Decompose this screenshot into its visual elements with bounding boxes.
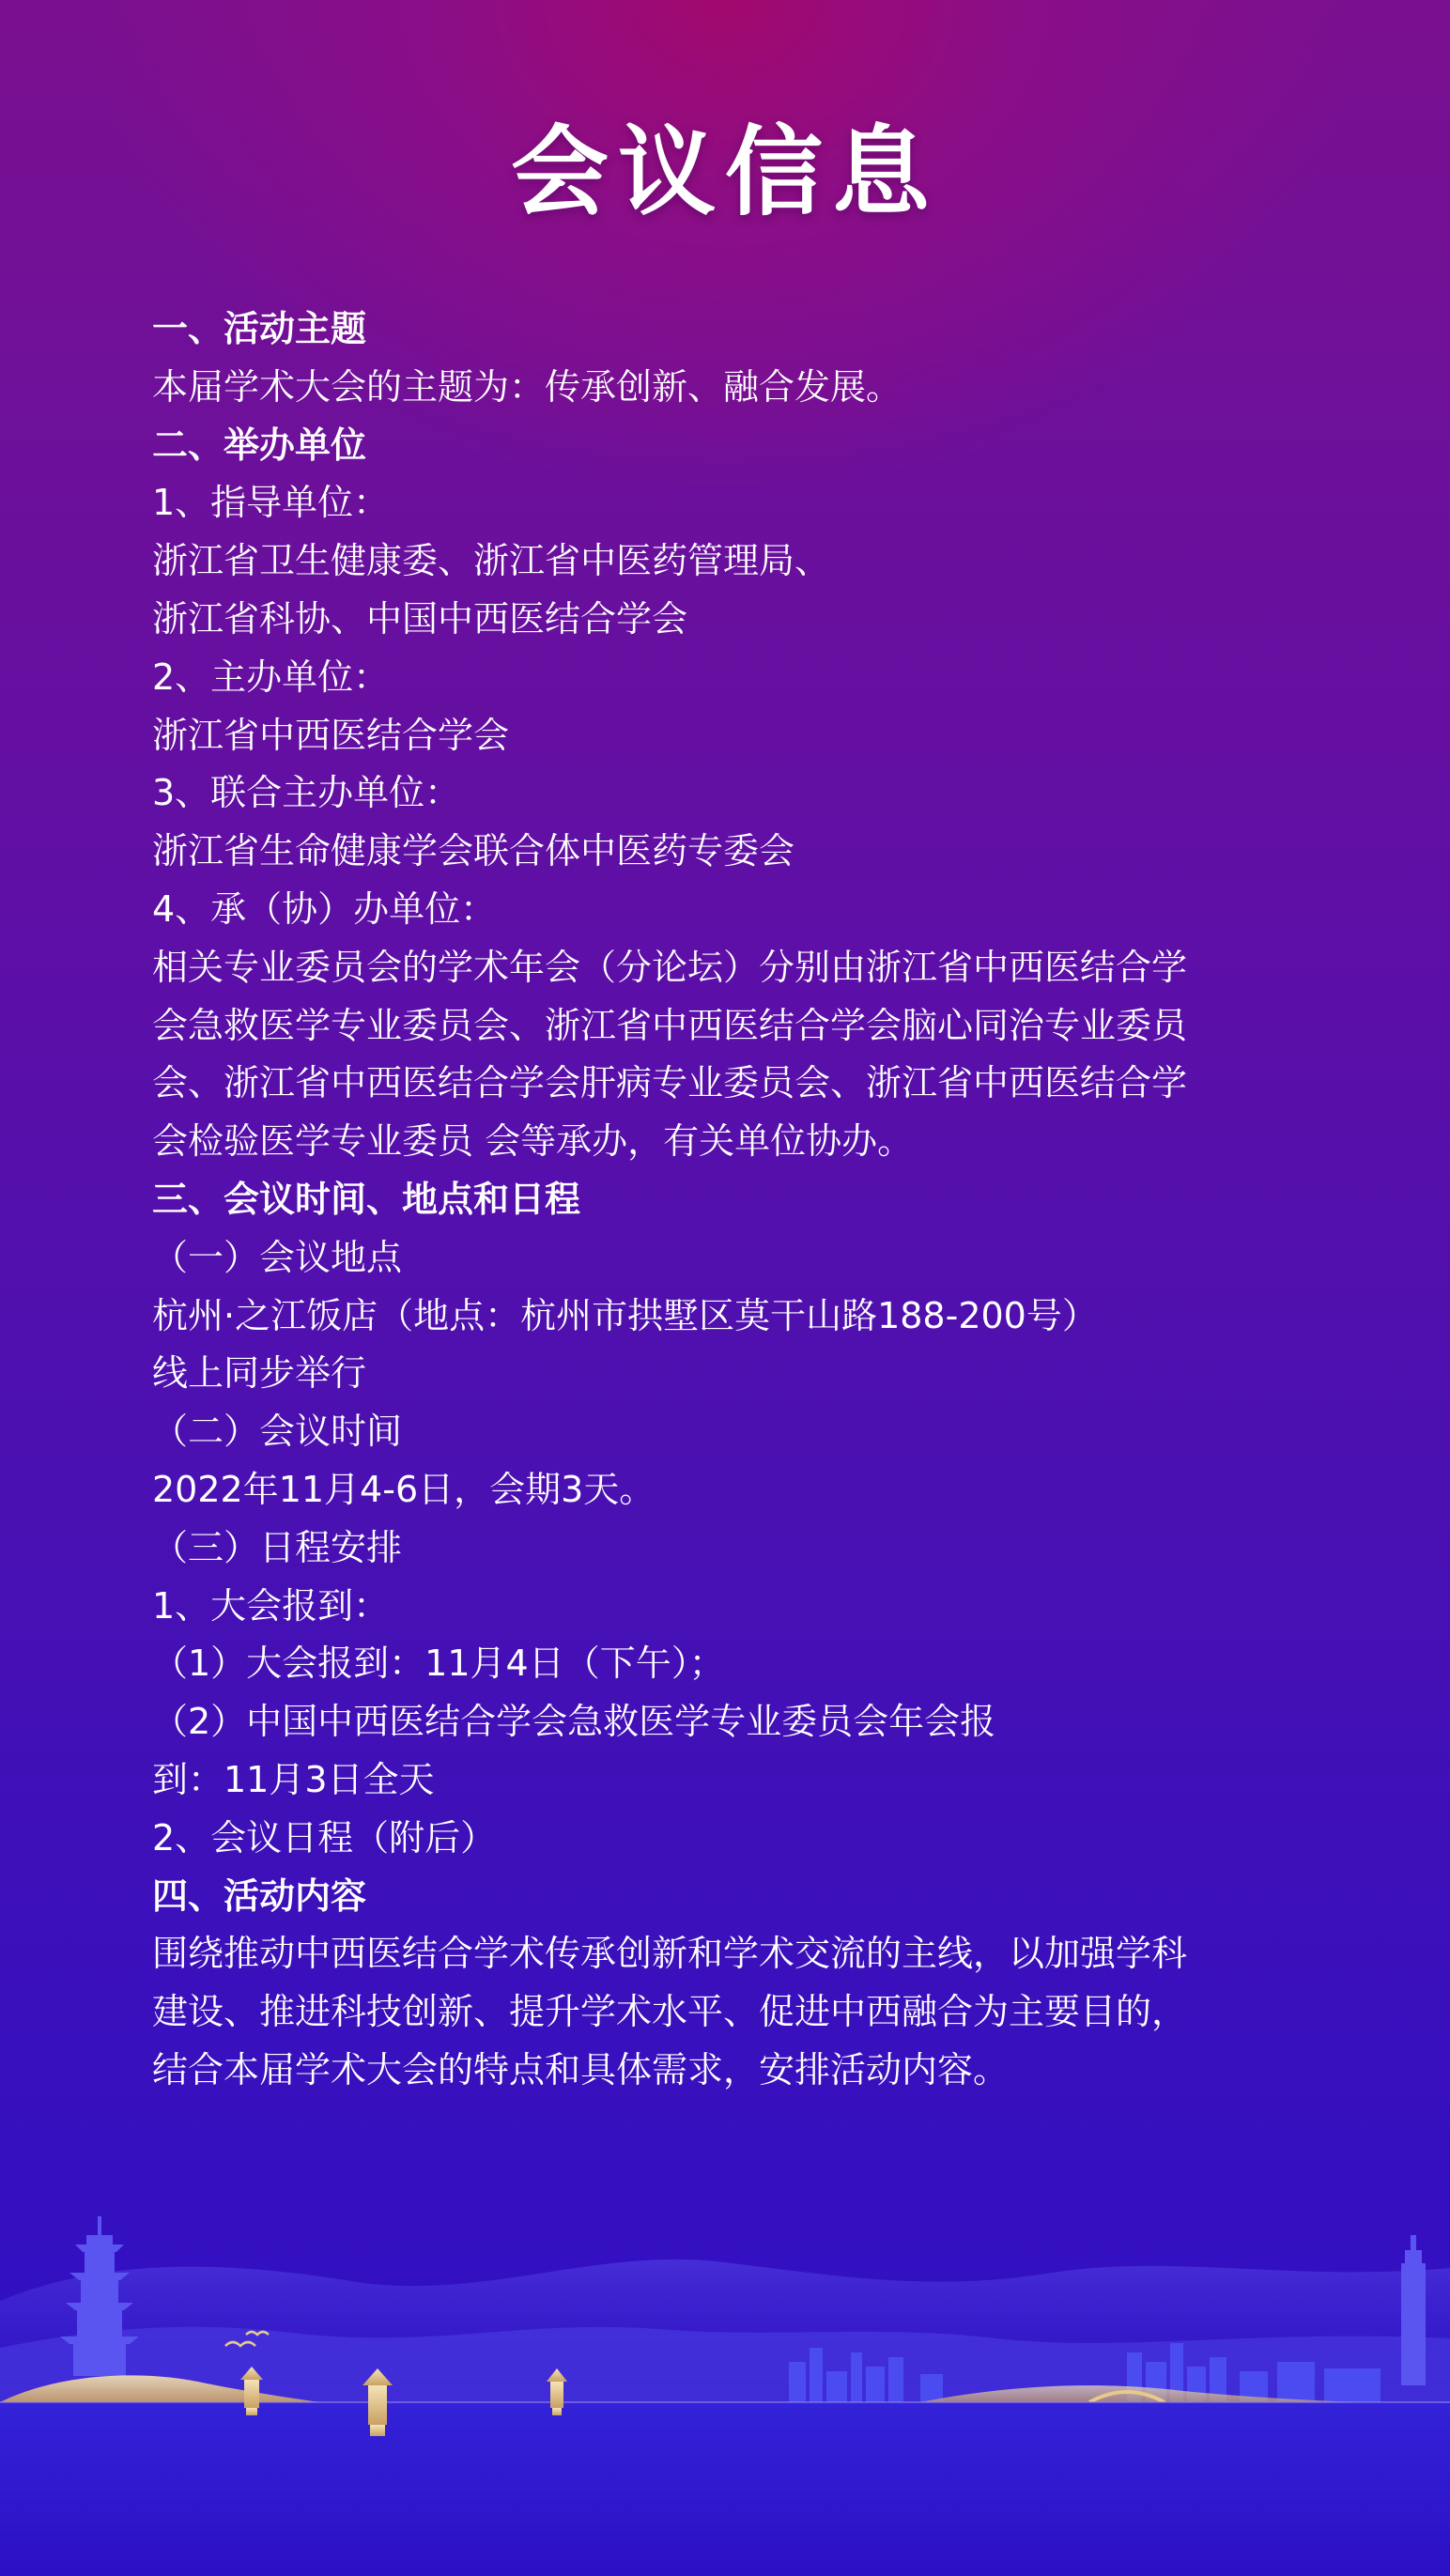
body-text-line: （三）日程安排 <box>152 1526 403 1568</box>
meeting-info-body <box>152 301 1317 2100</box>
body-text-line: （2）中国中西医结合学会急救医学专业委员会年会报 <box>152 1701 996 1743</box>
body-text-line: 会检验医学专业委员 会等承办，有关单位协办。 <box>152 1120 914 1163</box>
body-text-line: 浙江省卫生健康委、浙江省中医药管理局、 <box>152 540 831 582</box>
body-text-line: 会急救医学专业委员会、浙江省中西医结合学会脑心同治专业委员 <box>152 1004 1188 1046</box>
body-text-line: 4、承（协）办单位： <box>152 887 497 930</box>
body-text-line: 1、大会报到： <box>152 1584 390 1627</box>
section-heading: 三、会议时间、地点和日程 <box>152 1178 581 1220</box>
body-text-line: 2022年11月4-6日，会期3天。 <box>152 1468 656 1510</box>
body-text-line: 到：11月3日全天 <box>152 1758 435 1800</box>
body-text-line: （一）会议地点 <box>152 1236 403 1278</box>
body-text-line: 3、联合主办单位： <box>152 772 461 814</box>
body-text-line: 杭州·之江饭店（地点：杭州市拱墅区莫干山路188-200号） <box>152 1294 1098 1336</box>
city-tower-icon <box>1401 2235 1426 2385</box>
lake-water <box>0 2402 1450 2576</box>
body-text-line: 结合本届学术大会的特点和具体需求，安排活动内容。 <box>152 2048 1010 2090</box>
body-text-line: 围绕推动中西医结合学术传承创新和学术交流的主线，以加强学科 <box>152 1933 1188 1975</box>
body-text-line: 相关专业委员会的学术年会（分论坛）分别由浙江省中西医结合学 <box>152 946 1188 988</box>
body-text-line: 建设、推进科技创新、提升学术水平、促进中西融合为主要目的， <box>152 1991 1188 2033</box>
page-title: 会议信息 <box>510 114 939 229</box>
body-text-line: 本届学术大会的主题为：传承创新、融合发展。 <box>152 365 902 408</box>
body-text-line: （二）会议时间 <box>152 1411 403 1453</box>
section-heading: 四、活动内容 <box>152 1874 367 1917</box>
west-lake-skyline-illustration <box>0 2160 1450 2576</box>
section-heading: 一、活动主题 <box>152 308 367 349</box>
body-text-line: 会、浙江省中西医结合学会肝病专业委员会、浙江省中西医结合学 <box>152 1062 1188 1104</box>
body-text-line: （1）大会报到：11月4日（下午）； <box>152 1643 725 1685</box>
body-text-line: 2、会议日程（附后） <box>152 1816 497 1859</box>
body-text-line: 2、主办单位： <box>152 656 390 698</box>
body-text-line: 浙江省生命健康学会联合体中医药专委会 <box>152 830 795 872</box>
body-text-line: 浙江省中西医结合学会 <box>152 714 510 756</box>
body-text-line: 线上同步举行 <box>152 1352 367 1395</box>
section-heading: 二、举办单位 <box>152 424 367 466</box>
body-text-line: 1、指导单位： <box>152 482 390 524</box>
body-text-line: 浙江省科协、中国中西医结合学会 <box>152 597 688 640</box>
